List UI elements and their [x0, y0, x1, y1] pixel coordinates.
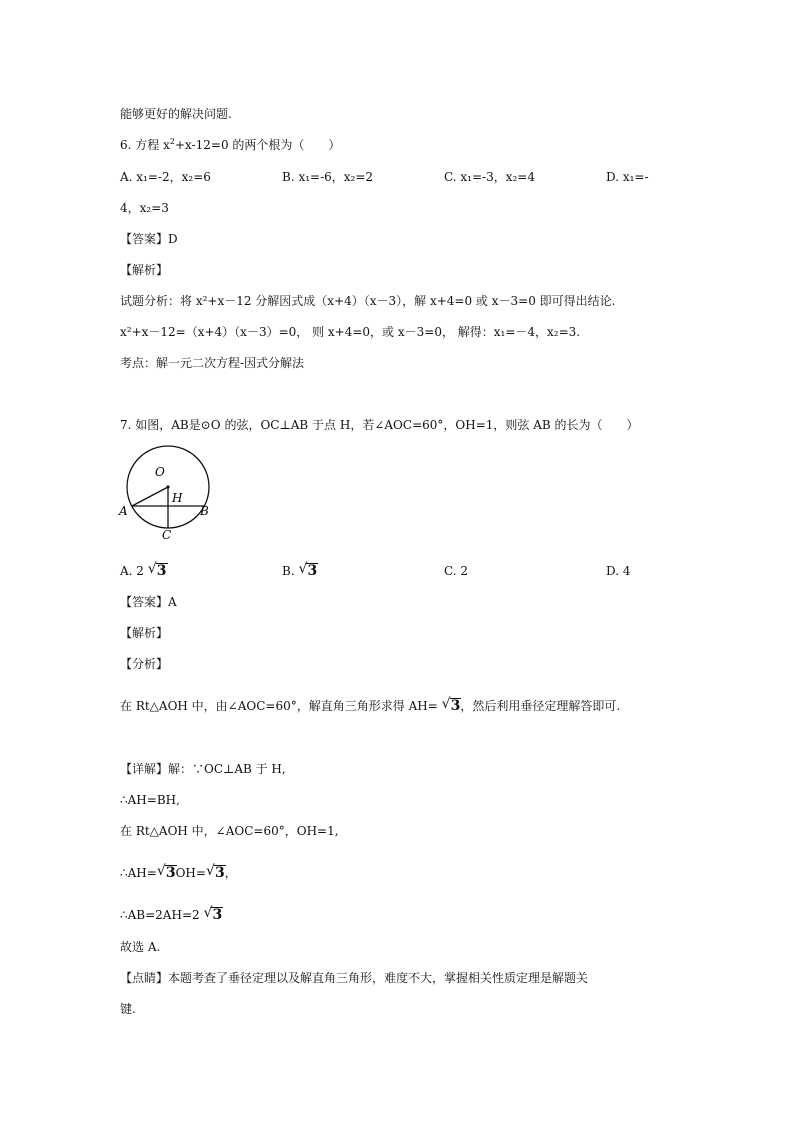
- q6-analysis-label: 【解析】: [120, 263, 169, 277]
- sqrt3-icon: √ 3: [441, 696, 461, 714]
- label-c: C: [162, 528, 172, 542]
- q7-option-d: D. 4: [606, 564, 631, 578]
- q7-detail-4: [120, 865, 237, 881]
- detail-label: 【详解】: [120, 762, 169, 776]
- q7-option-c: C. 2: [444, 564, 469, 578]
- q6-stem: [120, 137, 340, 153]
- q6-stem-pre: 6. 方程 x: [120, 138, 170, 152]
- q7-option-a: [120, 563, 167, 579]
- q7-stem: 7. 如图，AB是⊙O 的弦，OC⊥AB 于点 H，若∠AOC=60°，OH=1，则弦 AB 的长为（ ）: [120, 418, 639, 432]
- q7-comment-2: 键.: [120, 1002, 136, 1016]
- q7-detail-3: 在 Rt△AOH 中，∠AOC=60°，OH=1,: [120, 824, 339, 838]
- q6-option-d-cont: 4，x₂=3: [120, 201, 169, 215]
- label-h: H: [172, 491, 183, 505]
- fenxi-pre: 在 Rt△AOH 中，由∠AOC=60°，解直角三角形求得 AH=: [120, 699, 438, 713]
- q6-kaodian: 考点：解一元二次方程-因式分解法: [120, 356, 305, 370]
- q6-stem-post: +x-12=0 的两个根为（ ）: [174, 138, 341, 152]
- q6-analysis-2: x²+x－12=（x+4）（x－3）=0， 则 x+4=0，或 x－3=0， 解得：x₁=－4，x₂=3.: [120, 325, 581, 339]
- q7-option-b: [282, 563, 317, 579]
- q6-option-b: B. x₁=-6，x₂=2: [282, 170, 374, 184]
- segment-oa: [132, 487, 168, 506]
- label-o: O: [155, 465, 165, 479]
- comment-label: 【点睛】: [120, 971, 169, 985]
- intro-text: 能够更好的解决问题.: [120, 107, 232, 121]
- answer-value: A: [168, 595, 177, 609]
- q7-conclusion: 故选 A.: [120, 940, 161, 954]
- q6-option-a: A. x₁=-2，x₂=6: [120, 170, 211, 184]
- q7-comment-1: [120, 970, 588, 986]
- q7-option-a-pre: A. 2: [120, 564, 144, 578]
- detail-4-pre: ∴AH=: [120, 866, 157, 880]
- q7-fenxi-text: [120, 698, 620, 714]
- fenxi-post: ，然后利用垂径定理解答即可.: [460, 699, 621, 713]
- q6-analysis-1: 试题分析：将 x²+x－12 分解因式成（x+4）（x－3），解 x+4=0 或 x－3=0 即可得出结论.: [120, 294, 616, 308]
- sqrt3-icon: √ 3: [156, 863, 176, 881]
- answer-label: 【答案】: [120, 232, 169, 246]
- detail-1-text: 解：∵OC⊥AB 于 H,: [168, 762, 286, 776]
- q6-answer: [120, 231, 178, 247]
- q7-detail-2: ∴AH=BH,: [120, 793, 180, 807]
- q7-option-b-pre: B.: [282, 564, 295, 578]
- sqrt3-icon: √ 3: [203, 905, 223, 923]
- label-b: B: [200, 504, 209, 518]
- detail-5-pre: ∴AB=2AH=2: [120, 908, 200, 922]
- detail-4-mid: OH=: [175, 866, 206, 880]
- detail-4-post: ，: [224, 866, 237, 880]
- q6-option-d: D. x₁=-: [606, 170, 649, 184]
- q6-stem-sup: 2: [169, 137, 175, 146]
- q7-figure: [112, 440, 222, 544]
- q7-analysis-label: 【解析】: [120, 626, 169, 640]
- q7-fenxi-label: 【分析】: [120, 657, 169, 671]
- sqrt3-icon: √ 3: [298, 561, 318, 579]
- sqrt3-icon: √ 3: [205, 863, 225, 881]
- comment-1-text: 本题考查了垂径定理以及解直角三角形，难度不大，掌握相关性质定理是解题关: [168, 971, 589, 985]
- q7-detail-1: [120, 761, 286, 777]
- center-dot: [166, 485, 169, 488]
- label-a: A: [119, 504, 128, 518]
- answer-label: 【答案】: [120, 595, 169, 609]
- sqrt3-icon: √ 3: [147, 561, 167, 579]
- answer-value: D: [168, 232, 178, 246]
- q7-detail-5: [120, 907, 222, 923]
- q7-answer: [120, 594, 177, 610]
- q6-option-c: C. x₁=-3，x₂=4: [444, 170, 535, 184]
